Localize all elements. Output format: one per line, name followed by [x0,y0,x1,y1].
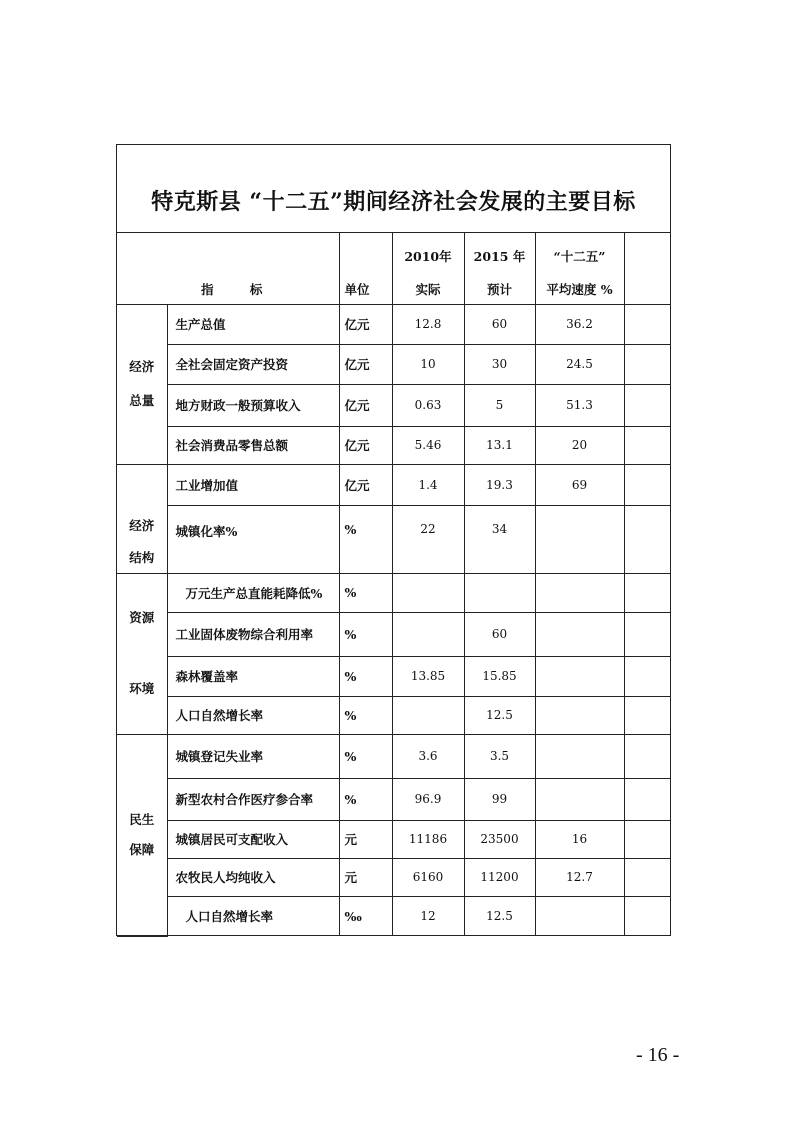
indicator-name: 人口自然增长率 [167,696,339,734]
header-2015-cell [464,233,535,304]
value-avg: 12.7 [535,858,624,896]
value-2010: 3.6 [392,734,464,778]
value-2010: 12 [392,896,464,936]
empty-cell [624,573,670,612]
empty-cell [624,612,670,656]
empty-cell [624,778,670,820]
indicator-name: 生产总值 [167,304,339,344]
empty-cell [624,656,670,696]
unit-cell: 亿元 [339,426,392,464]
unit-cell: 亿元 [339,384,392,426]
header-2010-year: 2010年 [404,249,452,264]
category-line: 环境 [129,680,155,696]
unit-cell: 亿元 [339,464,392,505]
unit-cell: % [339,573,392,612]
empty-cell [624,384,670,426]
value-2015: 34 [464,505,535,573]
value-2010 [392,612,464,656]
value-avg [535,656,624,696]
header-avg-period: “十二五” [553,249,606,264]
indicator-name: 城镇化率% [167,505,339,573]
value-avg: 24.5 [535,344,624,384]
target-table-frame [116,144,671,936]
category-line: 资源 [129,610,155,625]
category-line: 经济 [129,517,155,533]
unit-cell: % [339,778,392,820]
value-avg: 20 [535,426,624,464]
unit-cell: % [339,505,392,573]
value-avg: 69 [535,464,624,505]
value-avg: 51.3 [535,384,624,426]
table-row [117,464,670,505]
empty-cell [624,858,670,896]
unit-cell: 元 [339,858,392,896]
category-livelihood [117,734,167,936]
empty-cell [624,896,670,936]
value-2015: 11200 [464,858,535,896]
header-2015-year: 2015 年 [473,249,526,264]
table-row [117,384,670,426]
table-row [117,426,670,464]
header-avg-cell [535,233,624,304]
header-indicator-cell [117,233,339,304]
table-row [117,304,670,344]
empty-cell [624,820,670,858]
unit-cell: % [339,612,392,656]
indicator-name: 城镇登记失业率 [167,734,339,778]
value-2010: 13.85 [392,656,464,696]
value-2015: 60 [464,304,535,344]
header-empty-cell [624,233,670,304]
empty-cell [624,464,670,505]
category-economic-structure [117,464,167,573]
table-row [117,734,670,778]
page-number: - 16 - [636,1044,680,1066]
unit-cell: 亿元 [339,304,392,344]
empty-cell [624,344,670,384]
value-avg [535,778,624,820]
empty-cell [624,505,670,573]
value-2015: 13.1 [464,426,535,464]
indicator-name: 人口自然增长率 [167,896,339,936]
value-2015: 30 [464,344,535,384]
value-2010: 5.46 [392,426,464,464]
value-2015: 60 [464,612,535,656]
indicator-name: 农牧民人均纯收入 [167,858,339,896]
empty-cell [624,426,670,464]
value-avg [535,573,624,612]
indicator-name: 新型农村合作医疗参合率 [167,778,339,820]
indicator-name: 工业增加值 [167,464,339,505]
value-2015: 19.3 [464,464,535,505]
header-unit-cell [339,233,392,304]
value-2010: 11186 [392,820,464,858]
empty-cell [624,734,670,778]
header-indicator: 指 标 [201,281,279,297]
unit-cell: % [339,696,392,734]
header-avg-label: 平均速度 % [546,281,613,297]
table-row [117,612,670,656]
indicator-name: 工业固体废物综合利用率 [167,612,339,656]
indicator-name: 森林覆盖率 [167,656,339,696]
header-2010-label: 实际 [415,281,441,297]
indicator-name: 城镇居民可支配收入 [167,820,339,858]
value-2015: 12.5 [464,896,535,936]
value-avg: 16 [535,820,624,858]
category-line: 民生 [129,811,155,827]
value-2010: 1.4 [392,464,464,505]
table-row [117,505,670,573]
value-2010: 12.8 [392,304,464,344]
value-avg: 36.2 [535,304,624,344]
indicator-name: 全社会固定资产投资 [167,344,339,384]
value-2010: 22 [392,505,464,573]
value-2015 [464,573,535,612]
unit-cell: % [339,734,392,778]
value-2010 [392,696,464,734]
value-2010: 0.63 [392,384,464,426]
table-row [117,344,670,384]
category-line: 保障 [129,842,155,857]
header-2010-cell [392,233,464,304]
category-line: 经济 [129,358,155,374]
value-2010: 6160 [392,858,464,896]
category-line: 结构 [129,550,155,565]
header-unit: 单位 [344,281,370,297]
value-2015: 3.5 [464,734,535,778]
value-2010: 10 [392,344,464,384]
table-row [117,656,670,696]
table-row [117,858,670,896]
value-2015: 15.85 [464,656,535,696]
value-2010 [392,573,464,612]
unit-cell: 元 [339,820,392,858]
category-economic-total [117,304,167,464]
value-avg [535,612,624,656]
unit-cell: ‰ [339,896,392,936]
value-avg [535,505,624,573]
indicator-name: 地方财政一般预算收入 [167,384,339,426]
value-2010: 96.9 [392,778,464,820]
empty-cell [624,696,670,734]
value-avg [535,896,624,936]
value-avg [535,696,624,734]
table-row [117,896,670,936]
table-row [117,820,670,858]
value-2015: 99 [464,778,535,820]
category-line: 总量 [129,393,155,408]
category-resource-environment [117,573,167,734]
empty-cell [624,304,670,344]
value-2015: 5 [464,384,535,426]
table-row [117,778,670,820]
indicator-name: 社会消费品零售总额 [167,426,339,464]
unit-cell: % [339,656,392,696]
header-row [117,233,670,304]
table-row [117,573,670,612]
document-title: 特克斯县 “十二五”期间经济社会发展的主要目标 [117,145,670,233]
indicator-name: 万元生产总直能耗降低% [167,573,339,612]
targets-table [117,233,670,937]
table-row [117,696,670,734]
value-2015: 12.5 [464,696,535,734]
value-avg [535,734,624,778]
value-2015: 23500 [464,820,535,858]
unit-cell: 亿元 [339,344,392,384]
header-2015-label: 预计 [486,281,512,297]
